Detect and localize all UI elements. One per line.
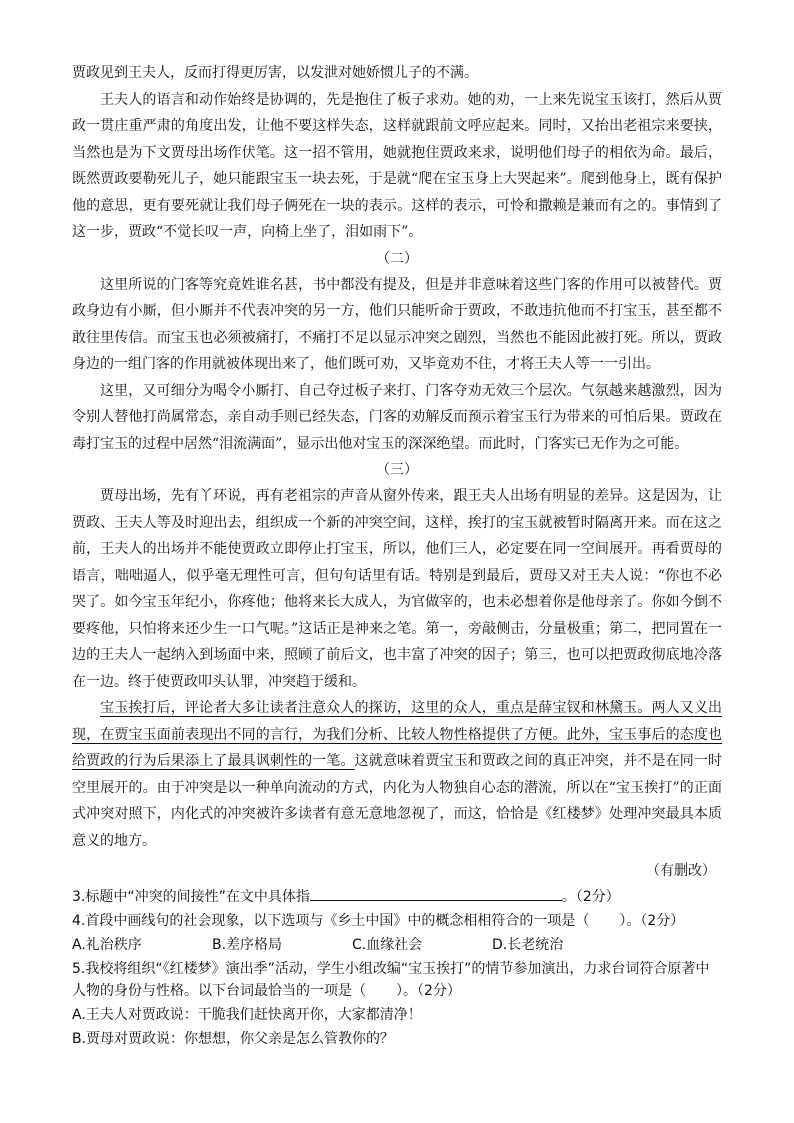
paragraph-4: 贾母出场，先有丫环说，再有老祖宗的声音从窗外传来，跟王夫人出场有明显的差异。这是因为，让贾政、王夫人等及时迎出去，组织成一个新的冲突空间，这样，挨打的宝玉就被暂时隔离开来。而在这之前，王夫人的出场并不能使贾政立即停止打宝玉，所以，他们三人，必定要在同一空间展开。再看贾母的语言，咄咄逼人，似乎毫无理性可言，但句句话里有话。特别是到最后，贾母又对王夫人说：“你也不必哭了。如今宝玉年纪小，你疼他；他将来长大成人，为官做宰的，也未必想着你是他母亲了。你如今倒不要疼他，只怕将来还少生一口气呢。”这话正是神来之笔。第一，旁敲侧击，分量极重；第二，把同置在一边的王夫人一起纳入到场面中来，照顾了前后文，也丰富了冲突的因子；第三，也可以把贾政彻底地冷落在一边。终于使贾政叩头认罪，冲突趋于缓和。 — [72, 488, 722, 690]
question-3 — [72, 886, 722, 908]
question-3-text: 3.标题中“冲突的间接性”在文中具体指 — [72, 889, 310, 905]
answer-blank[interactable] — [310, 886, 562, 901]
option-c[interactable]: C.血缘社会 — [352, 937, 423, 953]
option-d[interactable]: D.长老统治 — [492, 937, 564, 953]
underlined-sentence: 宝玉挨打后，评论者大多让读者注意众人的探访，这里的众人，重点是薛宝钗和林黛玉。两人又义出现，在贾宝玉面前表现出不同的言行，为我们分析、比较人物性格提供了方便。此外，宝玉事后的态度也给贾政的行为后果添上了最具讽刺性的一笔。 — [72, 700, 722, 769]
section-heading-3: （三） — [376, 462, 418, 478]
question-5 — [72, 958, 722, 1002]
question-5-option-b[interactable]: B.贾母对贾政说：你想想，你父亲是怎么管教你的？ — [72, 1031, 395, 1047]
question-5-option-a[interactable]: A.王夫人对贾政说：干脆我们赶快离开你，大家都清净！ — [72, 1007, 422, 1023]
question-4-score: ）。（2分） — [619, 913, 685, 929]
paragraph-5-rest: 这就意味着贾宝玉和贾政之间的真正冲突，并不是在同一时空里展开的。由于冲突是以一种单向流动的方式，内化为人物独自心态的潜流，所以在“宝玉挨打”的正面式冲突对照下，内化式的冲突被许多读者有意无意地忽视了，而这，恰恰是《红楼梦》处理冲突最具本质意义的地方。 — [72, 753, 723, 849]
option-a[interactable]: A.礼治秩序 — [72, 937, 142, 953]
section-heading-2: （二） — [376, 250, 418, 267]
question-4-options — [72, 934, 722, 956]
paragraph-3: 这里，又可细分为喝令小厮打、自己夺过板子来打、门客夺劝无效三个层次。气氛越来越激烈，因为令别人替他打尚属常态，亲自动手则已经失态，门客的劝解反而预示着宝玉行为带来的可怕后果。贾政在毒打宝玉的过程中居然“泪流满面”，显示出他对宝玉的深深绝望。而此时，门客实已无作为之可能。 — [72, 382, 722, 452]
question-5-text: 5.我校将组织“《红楼梦》演出季”活动，学生小组改编“宝玉挨打”的情节参加演出，力求台词符合原著中人物的身份与性格。以下台词最恰当的一项是（ — [72, 961, 710, 999]
question-3-score: 。（2分） — [561, 889, 620, 905]
question-4-text: 4.首段中画线句的社会现象，以下选项与《乡土中国》中的概念相相符合的一项是（ — [72, 913, 590, 929]
document-page — [72, 60, 722, 1050]
paragraph-2: 这里所说的门客等究竟姓谁名甚，书中都没有提及，但是并非意味着这些门客的作用可以被替代。贾政身边有小厮，但小厮并不代表冲突的另一方，他们只能听命于贾政，不敢违抗他而不打宝玉，甚至都不敢往里传信。而宝玉也必须被痛打，不痛打不足以显示冲突之剧烈，当然也不能因此被打死。所以，贾政身边的一组门客的作用就被体现出来了，他们既可劝，又毕竟劝不住，才将王夫人等一一引出。 — [72, 276, 722, 372]
source-note: （有删改） — [646, 863, 716, 879]
paragraph-1: 王夫人的语言和动作始终是协调的，先是抱住了板子求劝。她的劝，一上来先说宝玉该打，然后从贾政一贯庄重严肃的角度出发，让他不要这样失态，这样就跟前文呼应起来。同时，又抬出老祖宗来要挟，当然也是为下文贾母出场作伏笔。这一招不管用，她就抱住贾政来求，说明他们母子的相依为命。最后，既然贾政要勒死儿子，她只能跟宝玉一块去死，于是就“爬在宝玉身上大哭起来”。爬到他身上，既有保护他的意思，更有要死就让我们母子俩死在一块的表示。这样的表示，可怜和撒赖是兼而有之的。事情到了这一步，贾政“不觉长叹一声，向椅上坐了，泪如雨下”。 — [72, 91, 722, 240]
option-b[interactable]: B.差序格局 — [212, 937, 283, 953]
question-4 — [72, 910, 722, 932]
paragraph-5 — [72, 695, 722, 854]
paragraph-0: 贾政见到王夫人，反而打得更厉害，以发泄对她娇惯儿子的不满。 — [72, 65, 478, 81]
question-5-score: ）。（2分） — [396, 983, 461, 999]
